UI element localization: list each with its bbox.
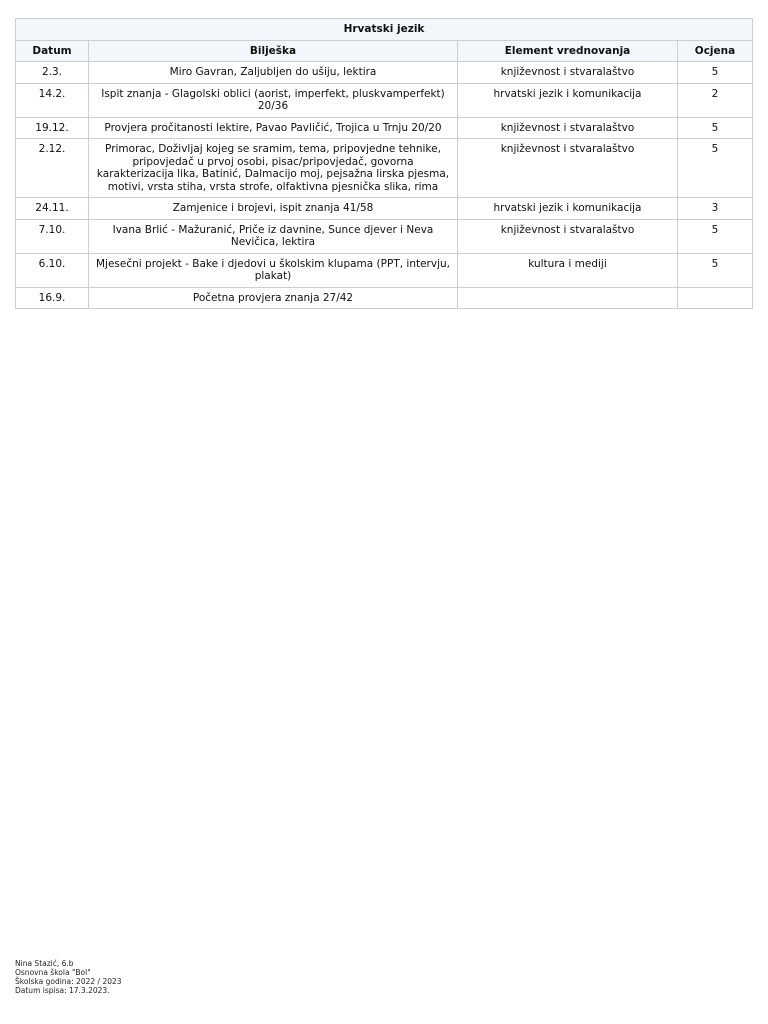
cell-grade bbox=[678, 287, 753, 309]
cell-element: književnost i stvaralaštvo bbox=[458, 219, 678, 253]
grades-table bbox=[15, 18, 753, 309]
cell-date: 16.9. bbox=[16, 287, 89, 309]
cell-grade: 3 bbox=[678, 198, 753, 220]
cell-date: 19.12. bbox=[16, 117, 89, 139]
table-title: Hrvatski jezik bbox=[16, 19, 753, 41]
header-row bbox=[16, 40, 753, 62]
cell-grade: 5 bbox=[678, 62, 753, 84]
cell-date: 7.10. bbox=[16, 219, 89, 253]
table-row bbox=[16, 198, 753, 220]
cell-note: Provjera pročitanosti lektire, Pavao Pavličić, Trojica u Trnju 20/20 bbox=[89, 117, 458, 139]
cell-grade: 5 bbox=[678, 253, 753, 287]
cell-date: 24.11. bbox=[16, 198, 89, 220]
cell-element: hrvatski jezik i komunikacija bbox=[458, 83, 678, 117]
table-row bbox=[16, 287, 753, 309]
cell-grade: 5 bbox=[678, 219, 753, 253]
cell-grade: 5 bbox=[678, 117, 753, 139]
cell-note: Primorac, Doživljaj kojeg se sramim, tema, pripovjedne tehnike, pripovjedač u prvoj osobi, pisac/pripovjedač, govorna karakterizacija lika, Batinić, Dalmacijo moj, pejsažna lirska pjesma, motivi, vrsta stiha, vrsta strofe, olfaktivna pjesnička slika, rima bbox=[89, 139, 458, 198]
cell-grade: 5 bbox=[678, 139, 753, 198]
student-name: Nina Stazić, 6.b bbox=[15, 959, 74, 968]
table-row bbox=[16, 219, 753, 253]
school-year: Školska godina: 2022 / 2023 bbox=[15, 977, 122, 986]
cell-note: Mjesečni projekt - Bake i djedovi u školskim klupama (PPT, intervju, plakat) bbox=[89, 253, 458, 287]
print-date: Datum ispisa: 17.3.2023. bbox=[15, 986, 110, 995]
report-footer bbox=[15, 959, 122, 995]
title-row bbox=[16, 19, 753, 41]
table-row bbox=[16, 62, 753, 84]
column-header-element: Element vrednovanja bbox=[458, 40, 678, 62]
cell-element: književnost i stvaralaštvo bbox=[458, 139, 678, 198]
cell-element: književnost i stvaralaštvo bbox=[458, 62, 678, 84]
table-row bbox=[16, 253, 753, 287]
column-header-grade: Ocjena bbox=[678, 40, 753, 62]
cell-note: Zamjenice i brojevi, ispit znanja 41/58 bbox=[89, 198, 458, 220]
table-row bbox=[16, 117, 753, 139]
column-header-note: Bilješka bbox=[89, 40, 458, 62]
cell-element: književnost i stvaralaštvo bbox=[458, 117, 678, 139]
cell-element: kultura i mediji bbox=[458, 253, 678, 287]
cell-element: hrvatski jezik i komunikacija bbox=[458, 198, 678, 220]
cell-note: Početna provjera znanja 27/42 bbox=[89, 287, 458, 309]
table-row bbox=[16, 83, 753, 117]
cell-grade: 2 bbox=[678, 83, 753, 117]
cell-date: 14.2. bbox=[16, 83, 89, 117]
cell-date: 6.10. bbox=[16, 253, 89, 287]
cell-note: Miro Gavran, Zaljubljen do ušiju, lektira bbox=[89, 62, 458, 84]
cell-element bbox=[458, 287, 678, 309]
cell-date: 2.12. bbox=[16, 139, 89, 198]
table-row bbox=[16, 139, 753, 198]
school-name: Osnovna škola "Bol" bbox=[15, 968, 91, 977]
cell-note: Ispit znanja - Glagolski oblici (aorist, imperfekt, pluskvamperfekt) 20/36 bbox=[89, 83, 458, 117]
cell-date: 2.3. bbox=[16, 62, 89, 84]
cell-note: Ivana Brlić - Mažuranić, Priče iz davnine, Sunce djever i Neva Nevičica, lektira bbox=[89, 219, 458, 253]
column-header-date: Datum bbox=[16, 40, 89, 62]
